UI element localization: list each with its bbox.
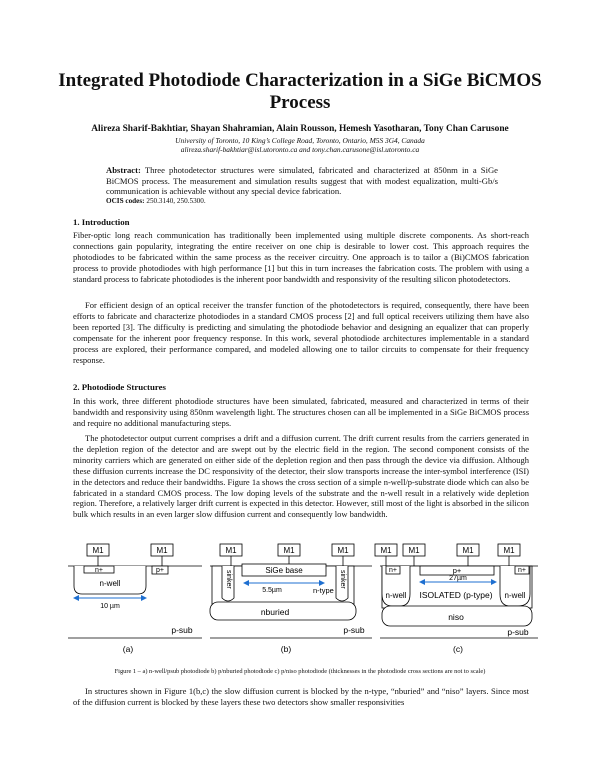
paragraph-3-text: In this work, three different photodiode structures have been simulated, fabricated, measured and characterized in terms of their bandwidth and responsivity using 850nm wavelength light. The structures chosen can all be implemented in a SiGe BiCMOS process and require no additional manufacturing steps.	[73, 396, 529, 428]
section-heading-photodiode-structures: 2. Photodiode Structures	[73, 382, 166, 392]
ocis-codes	[106, 197, 498, 205]
abstract	[106, 165, 498, 197]
authors: Alireza Sharif-Bakhtiar, Shayan Shahramian, Alain Rousson, Hemesh Yasotharan, Tony Chan Carusone	[91, 124, 509, 134]
sige-label: SiGe base	[265, 566, 303, 575]
affiliation	[30, 136, 570, 154]
psub-label: p-sub	[507, 627, 529, 637]
paragraph-2	[73, 300, 529, 365]
diagram-a	[68, 544, 202, 654]
paper-title: Integrated Photodiode Characterization in a SiGe BiCMOS Process	[58, 70, 542, 113]
m1-label: M1	[337, 546, 349, 555]
psub-label: p-sub	[171, 625, 193, 635]
psub-label: p-sub	[343, 625, 365, 635]
m1-label: M1	[380, 546, 392, 555]
niso-label: niso	[448, 612, 464, 622]
ocis-text: 250.3140, 250.5300.	[144, 197, 206, 205]
sinker-label: sinker	[225, 570, 232, 589]
ntype-label: n-type	[313, 586, 334, 595]
pplus-label: p+	[156, 567, 164, 574]
subfigure-label-a: (a)	[122, 644, 134, 654]
diagram-c	[375, 544, 538, 654]
nplus-label: n+	[95, 567, 103, 574]
m1-label: M1	[225, 546, 237, 555]
pplus-label: p+	[452, 566, 462, 575]
m1-label: M1	[462, 546, 474, 555]
abstract-text: Three photodetector structures were simulated, fabricated and characterized at 850nm in a SiGe BiCMOS process. The measurement and simulation results suggest that with modest equalization, multi-Gb/s communication is achievable without any special device fabrication.	[106, 165, 498, 197]
nplus-label: n+	[518, 567, 526, 574]
nwell-label: n-well	[99, 579, 121, 588]
nwell-label: n-well	[385, 591, 407, 600]
paragraph-5	[73, 686, 529, 708]
m1-label: M1	[408, 546, 420, 555]
figure-1-cross-sections	[60, 540, 540, 666]
m1-label: M1	[92, 546, 104, 555]
m1-label: M1	[503, 546, 515, 555]
subfigure-label-b: (b)	[280, 644, 292, 654]
figure-caption: Figure 1 – a) n-well/psub photodiode b) p/nburied photodiode c) p/niso photodiode (thicknesses in the photodiode cross sections are not to scale)	[114, 668, 486, 675]
subfigure-label-c: (c)	[453, 644, 463, 654]
paragraph-5-text: In structures shown in Figure 1(b,c) the slow diffusion current is blocked by the n-type, “nburied” and “niso” layers. Since most of the diffusion current is blocked by these layers these two detectors show smaller responsivities	[73, 686, 529, 707]
nburied-label: nburied	[260, 607, 290, 617]
affiliation-address: University of Toronto, 10 King’s College Road, Toronto, Ontario, M5S 3G4, Canada	[175, 136, 425, 145]
paragraph-2-text: For efficient design of an optical receiver the transfer function of the photodetectors is required, consequently, there have been efforts to fabricate and characterize photodiodes in a standard CMOS process [2] and full optical receivers utilizing them have also been reported [3]. The difficulty is predicting and simulating the photodiode behavior and designing an equalizer that can properly compensate for the inherent poor frequency response. In this work, several photodiode architectures implementable in a standard process are explored, their performance compared, and modeled allowing one to tailor circuits to compensate for their frequency response.	[73, 300, 529, 365]
dimension-label: 5.5µm	[262, 587, 282, 594]
ocis-label: OCIS codes:	[106, 197, 145, 205]
paragraph-1-text: Fiber-optic long reach communication has traditionally been implemented using multiple discrete components. As short-reach connections gain popularity, integrating the entire receiver on one chip is desirable to lower cost. This approach requires the photodiodes to be fabricated within the same process as the receiver circuitry. One approach is to tailor a (Bi)CMOS fabrication process to provide photodiodes with high performance [1] but this in turn increases the fabrication costs. The problem with using a standard process to fabricate photodiodes is the inherent poor bandwidth and responsivity of the resulting silicon photodetectors.	[73, 230, 529, 284]
m1-label: M1	[283, 546, 295, 555]
dimension-label: 10 µm	[100, 603, 120, 610]
m1-label: M1	[156, 546, 168, 555]
dimension-label: 27µm	[449, 575, 467, 582]
affiliation-emails: alireza.sharif-bakhtiar@isl.utoronto.ca and tony.chan.carusone@isl.utoronto.ca	[180, 145, 420, 154]
sinker-label: sinker	[339, 570, 346, 589]
paragraph-1	[73, 230, 529, 285]
paragraph-4-text: The photodetector output current comprises a drift and a diffusion current. The drift current results from the carriers generated in the depletion region of the detector and are swept out by the electric field in the region. The second component consists of the minority carriers which are generated on either side of the depletion region and then pass through the device via diffusion. Although these diffusion currents increase the DC responsivity of the detector, their slow transports increase the inter-symbol interference (ISI) in the detectors and reduce their bandwidths. Figure 1a shows the cross section of a simple n-well/p-substrate diode which can also be fabricated in a standard CMOS process. The low doping levels of the substrate and the n-well result in a relatively wide depletion region. Therefore, a relatively larger drift current is expected in this detector. However, still most of the light is absorbed in the silicon bulk which results in an even larger slow diffusion current and consequently low bandwidth.	[73, 433, 529, 520]
section-heading-introduction: 1. Introduction	[73, 217, 130, 227]
diagram-b	[210, 544, 372, 654]
abstract-label: Abstract:	[106, 165, 141, 175]
nwell-label: n-well	[504, 591, 526, 600]
nplus-label: n+	[389, 567, 397, 574]
paragraph-4	[73, 433, 529, 520]
isolated-label: ISOLATED (p-type)	[419, 590, 493, 600]
paragraph-3	[73, 396, 529, 429]
